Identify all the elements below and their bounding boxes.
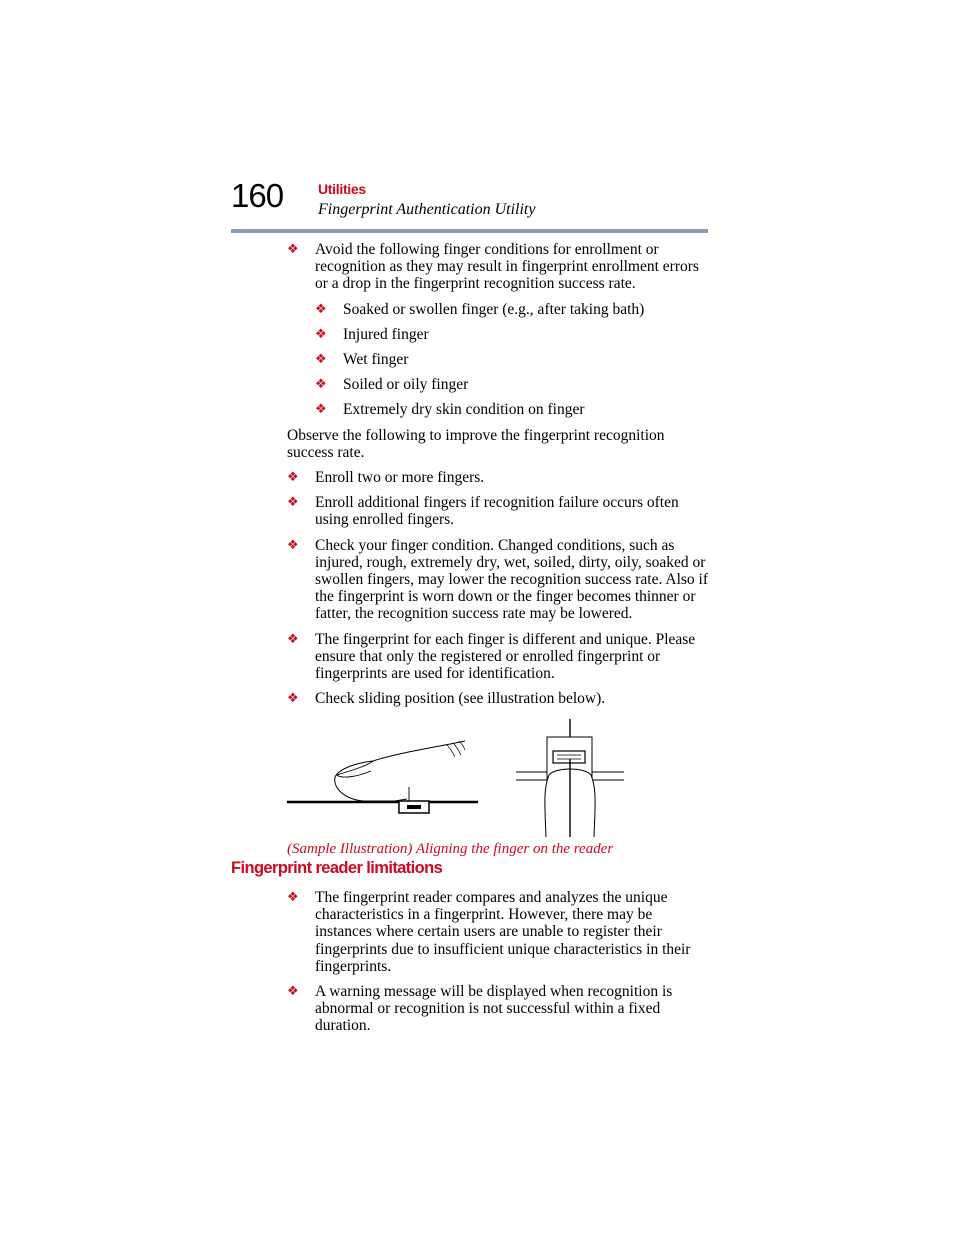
finger-alignment-illustration [287,719,712,837]
tip-text: The fingerprint for each finger is different and unique. Please ensure that only the registered or enrolled fingerprint or fingerprints are used for identification. [315,630,696,683]
bullet-mark-icon: ❖ [315,352,327,368]
bullet-mark-icon: ❖ [315,301,327,317]
illustration-caption: (Sample Illustration) Aligning the finger on the reader [287,841,614,858]
bullet-mark-icon: ❖ [287,984,299,1000]
bullet-text: Avoid the following finger conditions for enrollment or recognition as they may result in fingerprint enrollment errors or a drop in the fingerprint recognition success rate. [315,241,699,293]
sub-item-text: Wet finger [343,351,409,369]
bullet-mark-icon: ❖ [287,890,299,905]
sub-item-soaked [315,301,712,318]
header-rule [231,229,708,233]
limitations-heading: Fingerprint reader limitations [231,859,443,877]
main-content [287,241,712,859]
tip-text: Check your finger condition. Changed conditions, such as injured, rough, extremely dry, wet, soiled, dirty, oily, soaked or swollen fingers, may lower the recognition success rate. Also if the fingerprint is worn down or the finger becomes thinner or fatter, the recognition success rate may be lowered. [315,536,708,623]
bullet-avoid-conditions [287,241,712,419]
tip-item [287,631,712,683]
sub-item-text: Soaked or swollen finger (e.g., after taking bath) [343,300,645,318]
sub-item-text: Injured finger [343,325,429,343]
bullet-mark-icon: ❖ [315,326,327,342]
limitation-item [287,983,712,1035]
sub-item-wet [315,351,712,368]
page-number: 160 [231,177,284,214]
knuckle-crease [459,741,465,750]
reader-window [553,751,585,763]
bullet-mark-icon: ❖ [315,402,327,418]
tip-text: Enroll additional fingers if recognition failure occurs often using enrolled fingers. [315,494,679,529]
sub-item-text: Extremely dry skin condition on finger [343,401,585,419]
limitation-text: The fingerprint reader compares and analyzes the unique characteristics in a fingerprint. However, there may be instances where certain users are unable to register their fingerprints due to insufficient unique characteristics in their fingerprints. [315,889,691,975]
tip-text: Check sliding position (see illustration below). [315,690,606,708]
tip-item [287,469,712,486]
finger-side-outline [335,741,465,801]
fingernail-side [337,761,373,777]
bullet-mark-icon: ❖ [287,495,299,511]
sub-item-soiled [315,376,712,393]
limitation-text: A warning message will be displayed when recognition is abnormal or recognition is not successful within a fixed duration. [315,983,673,1035]
tip-item [287,537,712,623]
limitation-item [287,889,712,975]
tip-text: Enroll two or more fingers. [315,469,485,487]
tip-item [287,494,712,528]
bullet-mark-icon: ❖ [287,537,299,553]
condition-sublist [287,301,712,419]
bullet-mark-icon: ❖ [315,377,327,393]
sub-item-injured [315,326,712,343]
bullet-mark-icon: ❖ [287,631,299,647]
finger-illustration-graphic [287,719,712,837]
limitations-content [287,889,712,1043]
sub-item-dry [315,401,712,418]
observe-paragraph: Observe the following to improve the fingerprint recognition success rate. [287,426,665,461]
sensor-side-slot [407,805,421,809]
bullet-mark-icon: ❖ [287,242,299,257]
section-label: Utilities [318,181,366,197]
bullet-mark-icon: ❖ [287,691,299,707]
sub-item-text: Soiled or oily finger [343,376,469,394]
subsection-label: Fingerprint Authentication Utility [318,201,536,218]
knuckle-crease [447,745,455,757]
knuckle-crease [453,743,461,755]
bullet-mark-icon: ❖ [287,470,299,486]
tip-item [287,690,712,707]
